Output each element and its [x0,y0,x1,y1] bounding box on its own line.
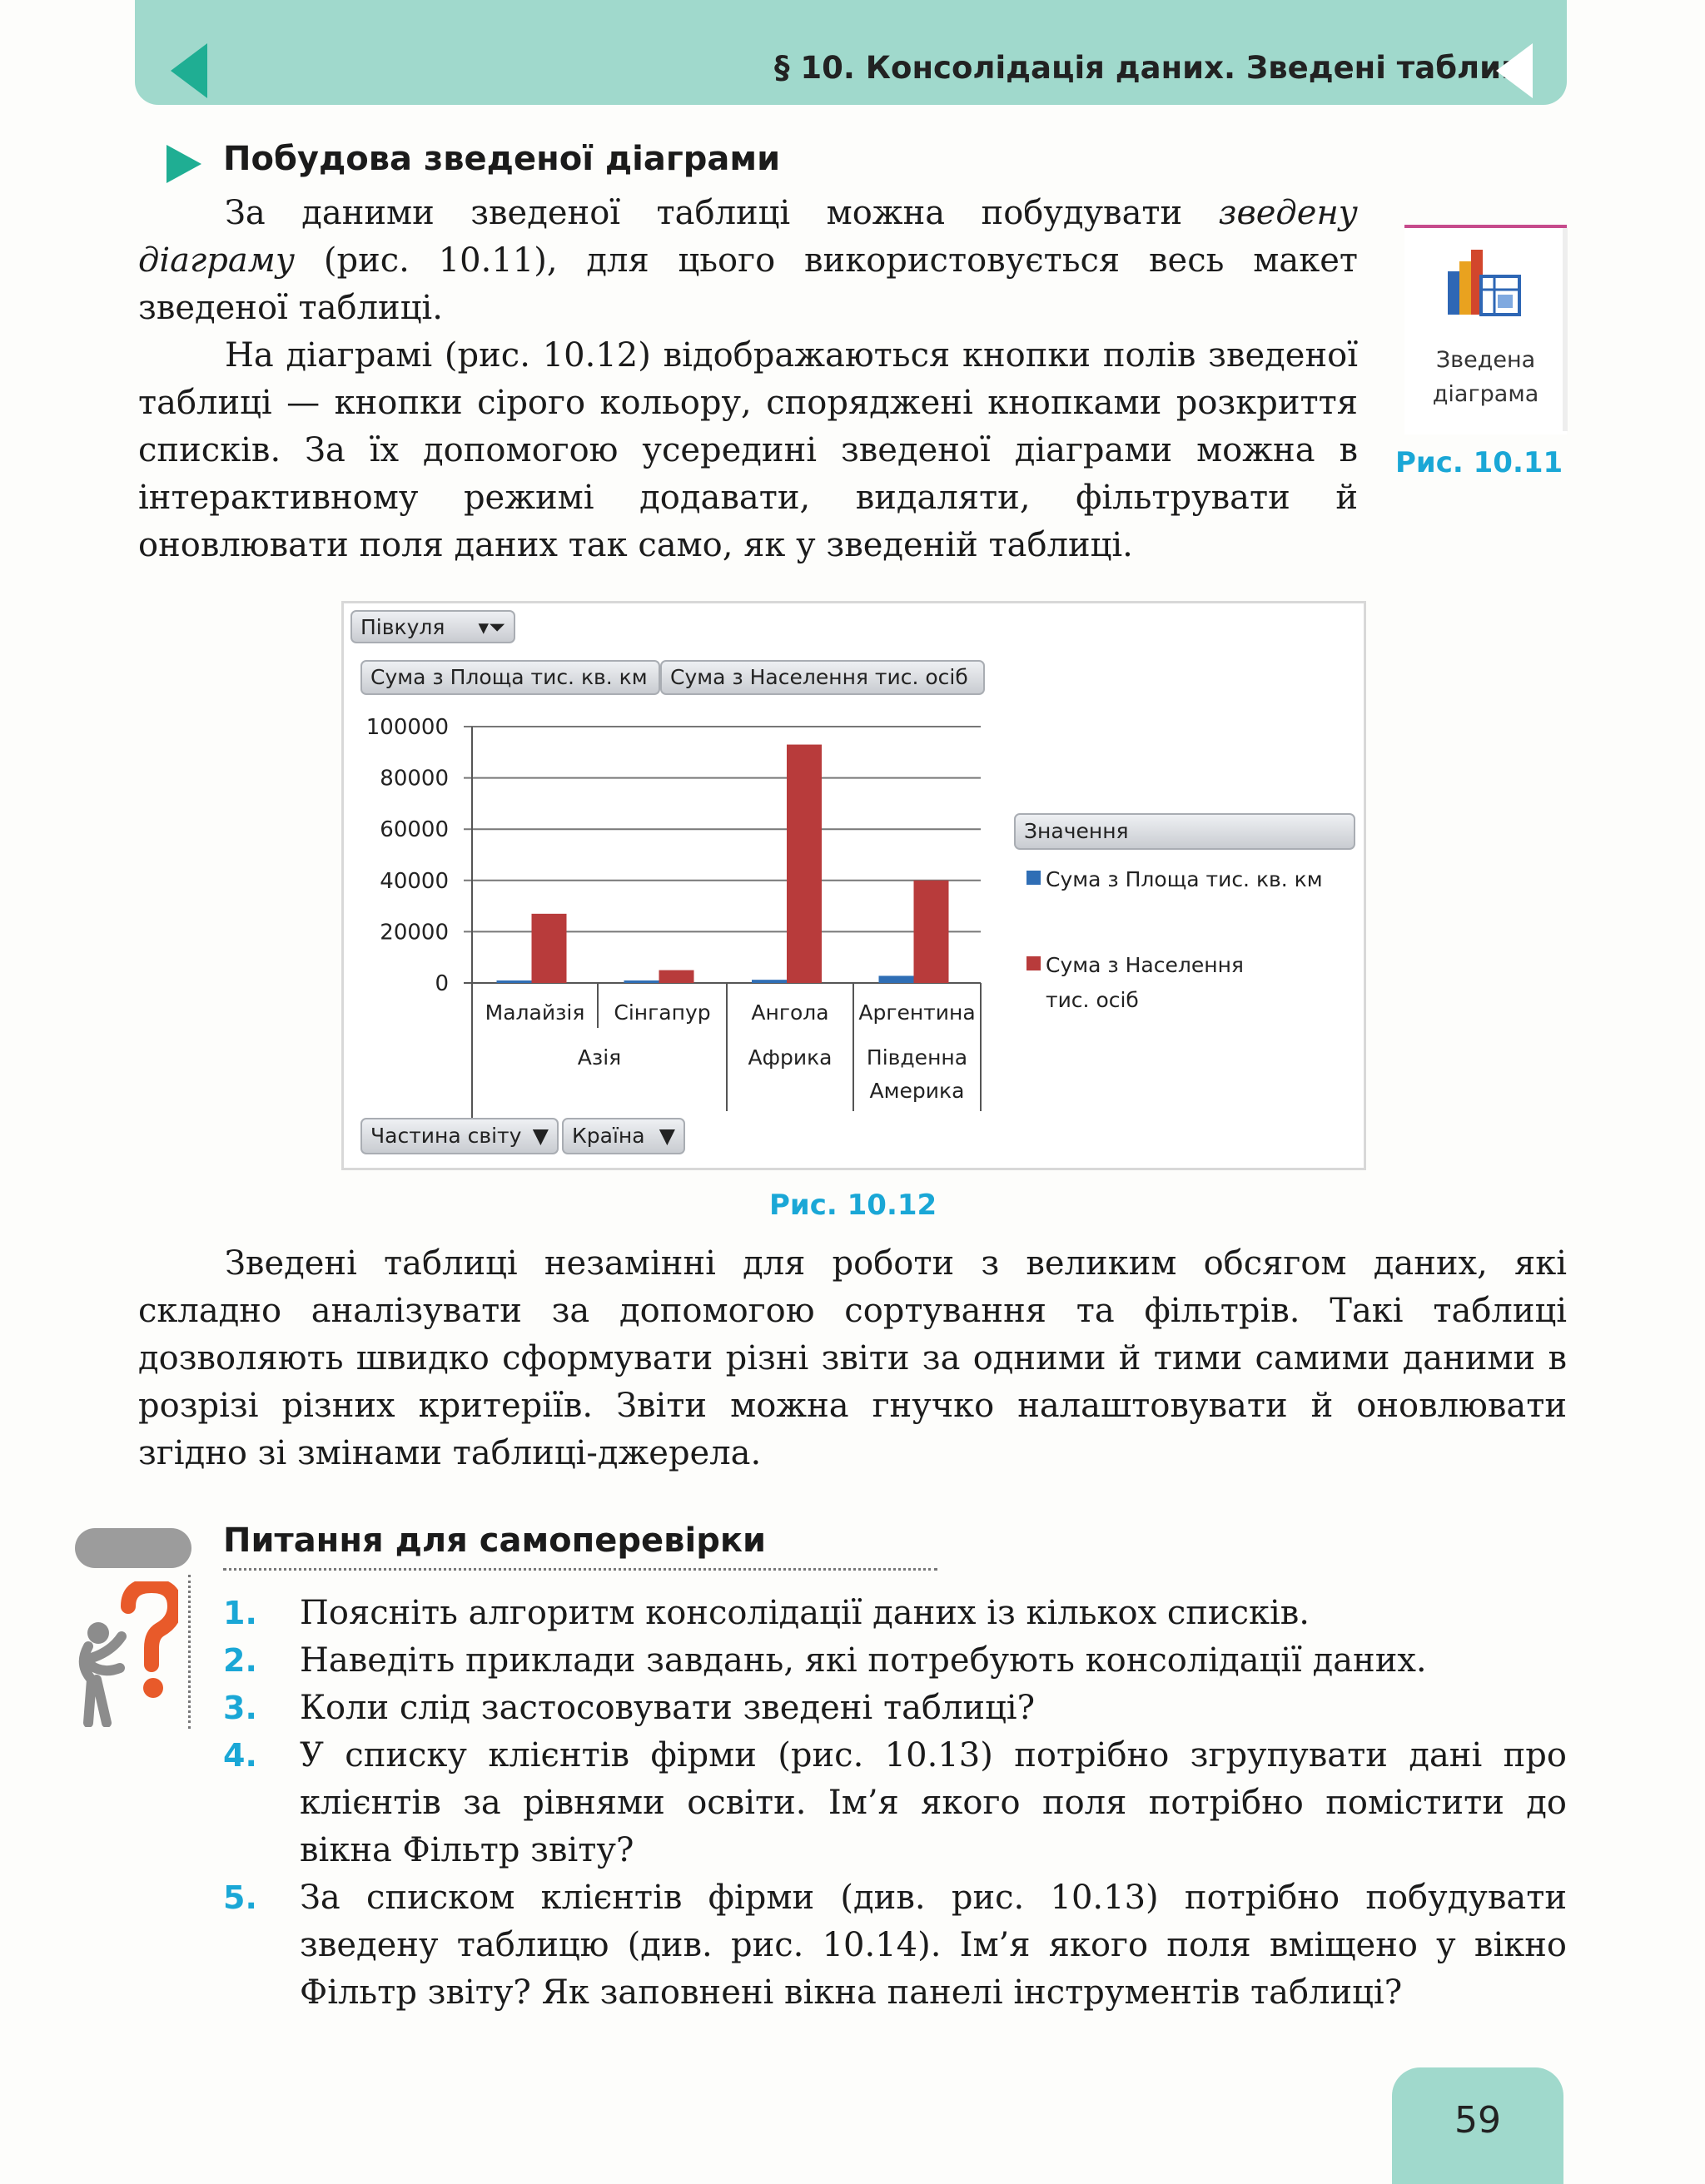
category-label: Сінгапур [614,1000,711,1025]
category-label: Ангола [751,1000,829,1025]
legend-label: Сума з Населення [1046,953,1244,977]
bar [787,745,822,983]
legend-label: Сума з Площа тис. кв. км [1046,867,1323,891]
questions-title: Питання для самоперевірки [223,1521,767,1560]
question-text: У списку клієнтів фірми (рис. 10.13) потрібно згрупувати дані про клієнтів за рівнями освіти. Ім’я якого поля потрібно помістити до вікна Фільтр звіту? [300,1736,1567,1869]
chart-plot [344,603,1364,1168]
pivot-chart-icon [1404,228,1567,336]
paragraph-3: Зведені таблиці незамінні для роботи з великим обсягом даних, які складно аналізувати за допомогою сортування та фільтрів. Такі таблиці дозволяють швидко сформувати різні звіти за одними й тими самими даними в розрізі різних критеріїв. Звіти можна гнучко налаштовувати й оновлювати згідно зі змінами таблиці-джерела. [138,1244,1567,1472]
y-tick-label: 80000 [380,766,449,792]
bar [659,970,694,983]
question-number: 1. [223,1595,257,1631]
chapter-title: § 10. Консолідація даних. Зведені таблиці [774,50,1535,86]
page-number: 59 [1454,2099,1501,2142]
group-label: Америка [869,1079,965,1103]
y-tick-label: 100000 [365,715,449,740]
bar [532,914,567,983]
bar [497,980,532,983]
questions-list [223,1590,1567,2017]
question-item [223,1732,1567,1874]
figure-caption-10-11: Рис. 10.11 [1395,446,1563,479]
question-item [223,1590,1567,1637]
axis-field-label-part: Частина світу [370,1124,522,1148]
y-tick-label: 20000 [380,920,449,946]
filter-dropdown-icon: ▾⏷ [478,615,505,639]
legend-label: тис. осіб [1046,988,1139,1012]
question-number: 3. [223,1690,257,1726]
prev-arrow-icon [171,43,207,98]
question-number: 4. [223,1737,257,1774]
figure-caption-10-12: Рис. 10.12 [769,1189,937,1222]
question-item [223,1637,1567,1685]
legend-field-button[interactable]: Значення [1014,813,1355,850]
question-text: Наведіть приклади завдань, які потребують консолідації даних. [300,1641,1427,1680]
pivot-chart [341,601,1366,1170]
paragraph-3-block [138,1240,1567,1477]
filter-field-label: Півкуля [360,615,445,639]
category-label: Аргентина [858,1000,976,1025]
pivot-chart-button-label: Зведена діаграма [1432,347,1539,407]
questions-tab-bar [75,1528,191,1568]
bar [752,980,787,983]
thinking-person-question-icon [70,1581,178,1727]
value-field-button-population[interactable]: Сума з Населення тис. осіб [660,660,985,695]
value-field-button-area[interactable]: Сума з Площа тис. кв. км [360,660,660,695]
ribbon-edge [1563,228,1568,431]
next-arrow-icon [1496,43,1533,98]
pivot-chart-ribbon-button[interactable] [1404,225,1567,434]
legend-swatch [1026,956,1041,970]
y-tick-label: 40000 [380,868,449,894]
section-marker-icon [167,145,201,183]
question-item [223,1874,1567,2017]
question-number: 5. [223,1879,257,1916]
axis-field-button-part[interactable] [360,1118,559,1154]
section-body [138,190,1358,569]
axis-field-label-country: Країна [572,1124,645,1148]
category-label: Малайзія [485,1000,585,1025]
dropdown-icon: ▼ [532,1124,549,1148]
group-label: Південна [866,1045,968,1070]
group-label: Азія [577,1045,622,1070]
questions-divider [223,1568,937,1571]
questions-divider-vertical [188,1575,191,1729]
question-text: За списком клієнтів фірми (див. рис. 10.13) потрібно побудувати зведену таблицю (див. рис. 10.14). Ім’я якого поля вміщено у вікно Фільтр звіту? Як заповнені вікна панелі інструментів таблиці? [300,1879,1567,2012]
legend-swatch [1026,871,1041,885]
group-label: Африка [748,1045,833,1070]
y-tick-label: 60000 [380,817,449,843]
paragraph-2: На діаграмі (рис. 10.12) відображаються кнопки полів зведеної таблиці — кнопки сірого кольору, споряджені кнопками розкриття списків. За їх допомогою усередині зведеної діаграми можна в інтерактивному режимі додавати, видаляти, фільтрувати й оновлювати поля даних так само, як у зведеній таблиці. [138,336,1358,564]
question-item [223,1685,1567,1732]
section-title: Побудова зведеної діаграми [223,140,781,178]
dropdown-icon: ▼ [659,1124,675,1148]
paragraph-1: За даними зведеної таблиці можна побудувати зведену діаграму (рис. 10.11), для цього використовується весь макет зведеної таблиці. [138,194,1358,327]
question-text: Поясніть алгоритм консолідації даних із кількох списків. [300,1594,1310,1632]
axis-field-button-country[interactable] [562,1118,685,1154]
bar [879,975,914,983]
question-number: 2. [223,1642,257,1679]
bar [914,881,949,983]
y-tick-label: 0 [435,971,449,996]
bar [624,980,659,983]
question-text: Коли слід застосовувати зведені таблиці? [300,1689,1036,1727]
